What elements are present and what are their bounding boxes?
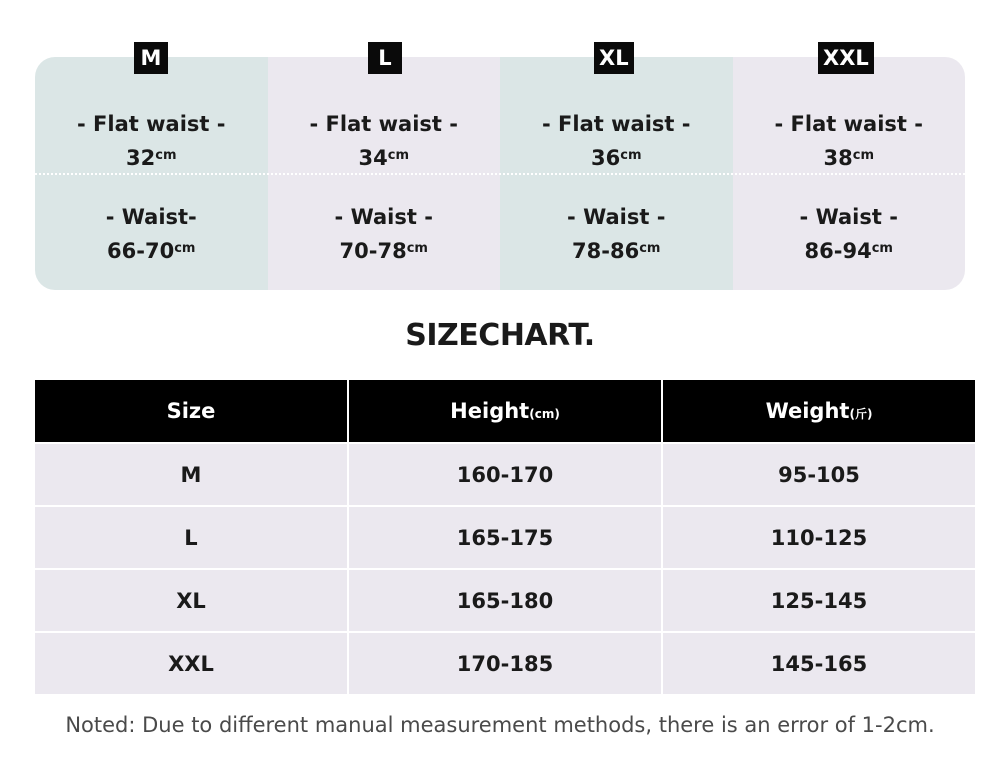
table-row bbox=[35, 632, 975, 694]
unit-label: cm bbox=[639, 241, 661, 256]
flat-waist-xl bbox=[500, 109, 733, 174]
unit-label: cm bbox=[406, 241, 428, 256]
waist-value: 78-86 bbox=[572, 239, 640, 263]
table-row bbox=[35, 569, 975, 632]
size-tag-xxl: XXL bbox=[818, 42, 874, 74]
measurement-note: Noted: Due to different manual measurement methods, there is an error of 1-2cm. bbox=[65, 713, 935, 737]
column-header-size: Size bbox=[35, 380, 348, 443]
size-tag-l: L bbox=[368, 42, 402, 74]
waist-value: 66-70 bbox=[107, 239, 175, 263]
height-cell: 160-170 bbox=[348, 443, 662, 506]
table-row bbox=[35, 443, 975, 506]
unit-label: cm bbox=[174, 241, 196, 256]
weight-unit: (斤) bbox=[849, 407, 873, 421]
table-row bbox=[35, 506, 975, 569]
waist-value: 70-78 bbox=[339, 239, 407, 263]
unit-label: cm bbox=[387, 148, 409, 163]
flat-waist-l bbox=[268, 109, 501, 174]
unit-label: cm bbox=[155, 148, 177, 163]
waist-value: 86-94 bbox=[804, 239, 872, 263]
weight-cell: 95-105 bbox=[662, 443, 975, 506]
flat-waist-label: - Flat waist - bbox=[309, 112, 458, 136]
column-header-weight: Weight(斤) bbox=[662, 380, 975, 443]
waist-label: - Waist - bbox=[567, 205, 666, 229]
waist-label: - Waist- bbox=[105, 205, 197, 229]
waist-m bbox=[35, 202, 268, 267]
flat-waist-xxl bbox=[733, 109, 966, 174]
size-cell: L bbox=[35, 506, 348, 569]
flat-waist-value: 36 bbox=[591, 146, 621, 170]
column-header-height: Height(cm) bbox=[348, 380, 662, 443]
dotted-divider bbox=[35, 173, 965, 175]
page-title: SIZECHART. bbox=[405, 318, 595, 353]
unit-label: cm bbox=[852, 148, 874, 163]
flat-waist-m bbox=[35, 109, 268, 174]
flat-waist-value: 34 bbox=[358, 146, 388, 170]
height-cell: 165-180 bbox=[348, 569, 662, 632]
waist-xxl bbox=[733, 202, 966, 267]
weight-cell: 125-145 bbox=[662, 569, 975, 632]
waist-label: - Waist - bbox=[799, 205, 898, 229]
height-cell: 165-175 bbox=[348, 506, 662, 569]
flat-waist-value: 38 bbox=[823, 146, 853, 170]
size-cell: XL bbox=[35, 569, 348, 632]
unit-label: cm bbox=[620, 148, 642, 163]
flat-waist-label: - Flat waist - bbox=[774, 112, 923, 136]
unit-label: cm bbox=[871, 241, 893, 256]
size-tag-xl: XL bbox=[594, 42, 634, 74]
waist-xl bbox=[500, 202, 733, 267]
weight-cell: 110-125 bbox=[662, 506, 975, 569]
size-tag-m: M bbox=[134, 42, 168, 74]
weight-cell: 145-165 bbox=[662, 632, 975, 694]
size-cell: XXL bbox=[35, 632, 348, 694]
flat-waist-value: 32 bbox=[126, 146, 156, 170]
flat-waist-label: - Flat waist - bbox=[77, 112, 226, 136]
height-cell: 170-185 bbox=[348, 632, 662, 694]
size-cell: M bbox=[35, 443, 348, 506]
waist-label: - Waist - bbox=[334, 205, 433, 229]
table-header-row bbox=[35, 380, 975, 443]
size-chart-table bbox=[35, 380, 975, 694]
flat-waist-label: - Flat waist - bbox=[542, 112, 691, 136]
waist-l bbox=[268, 202, 501, 267]
height-unit: (cm) bbox=[529, 407, 560, 421]
